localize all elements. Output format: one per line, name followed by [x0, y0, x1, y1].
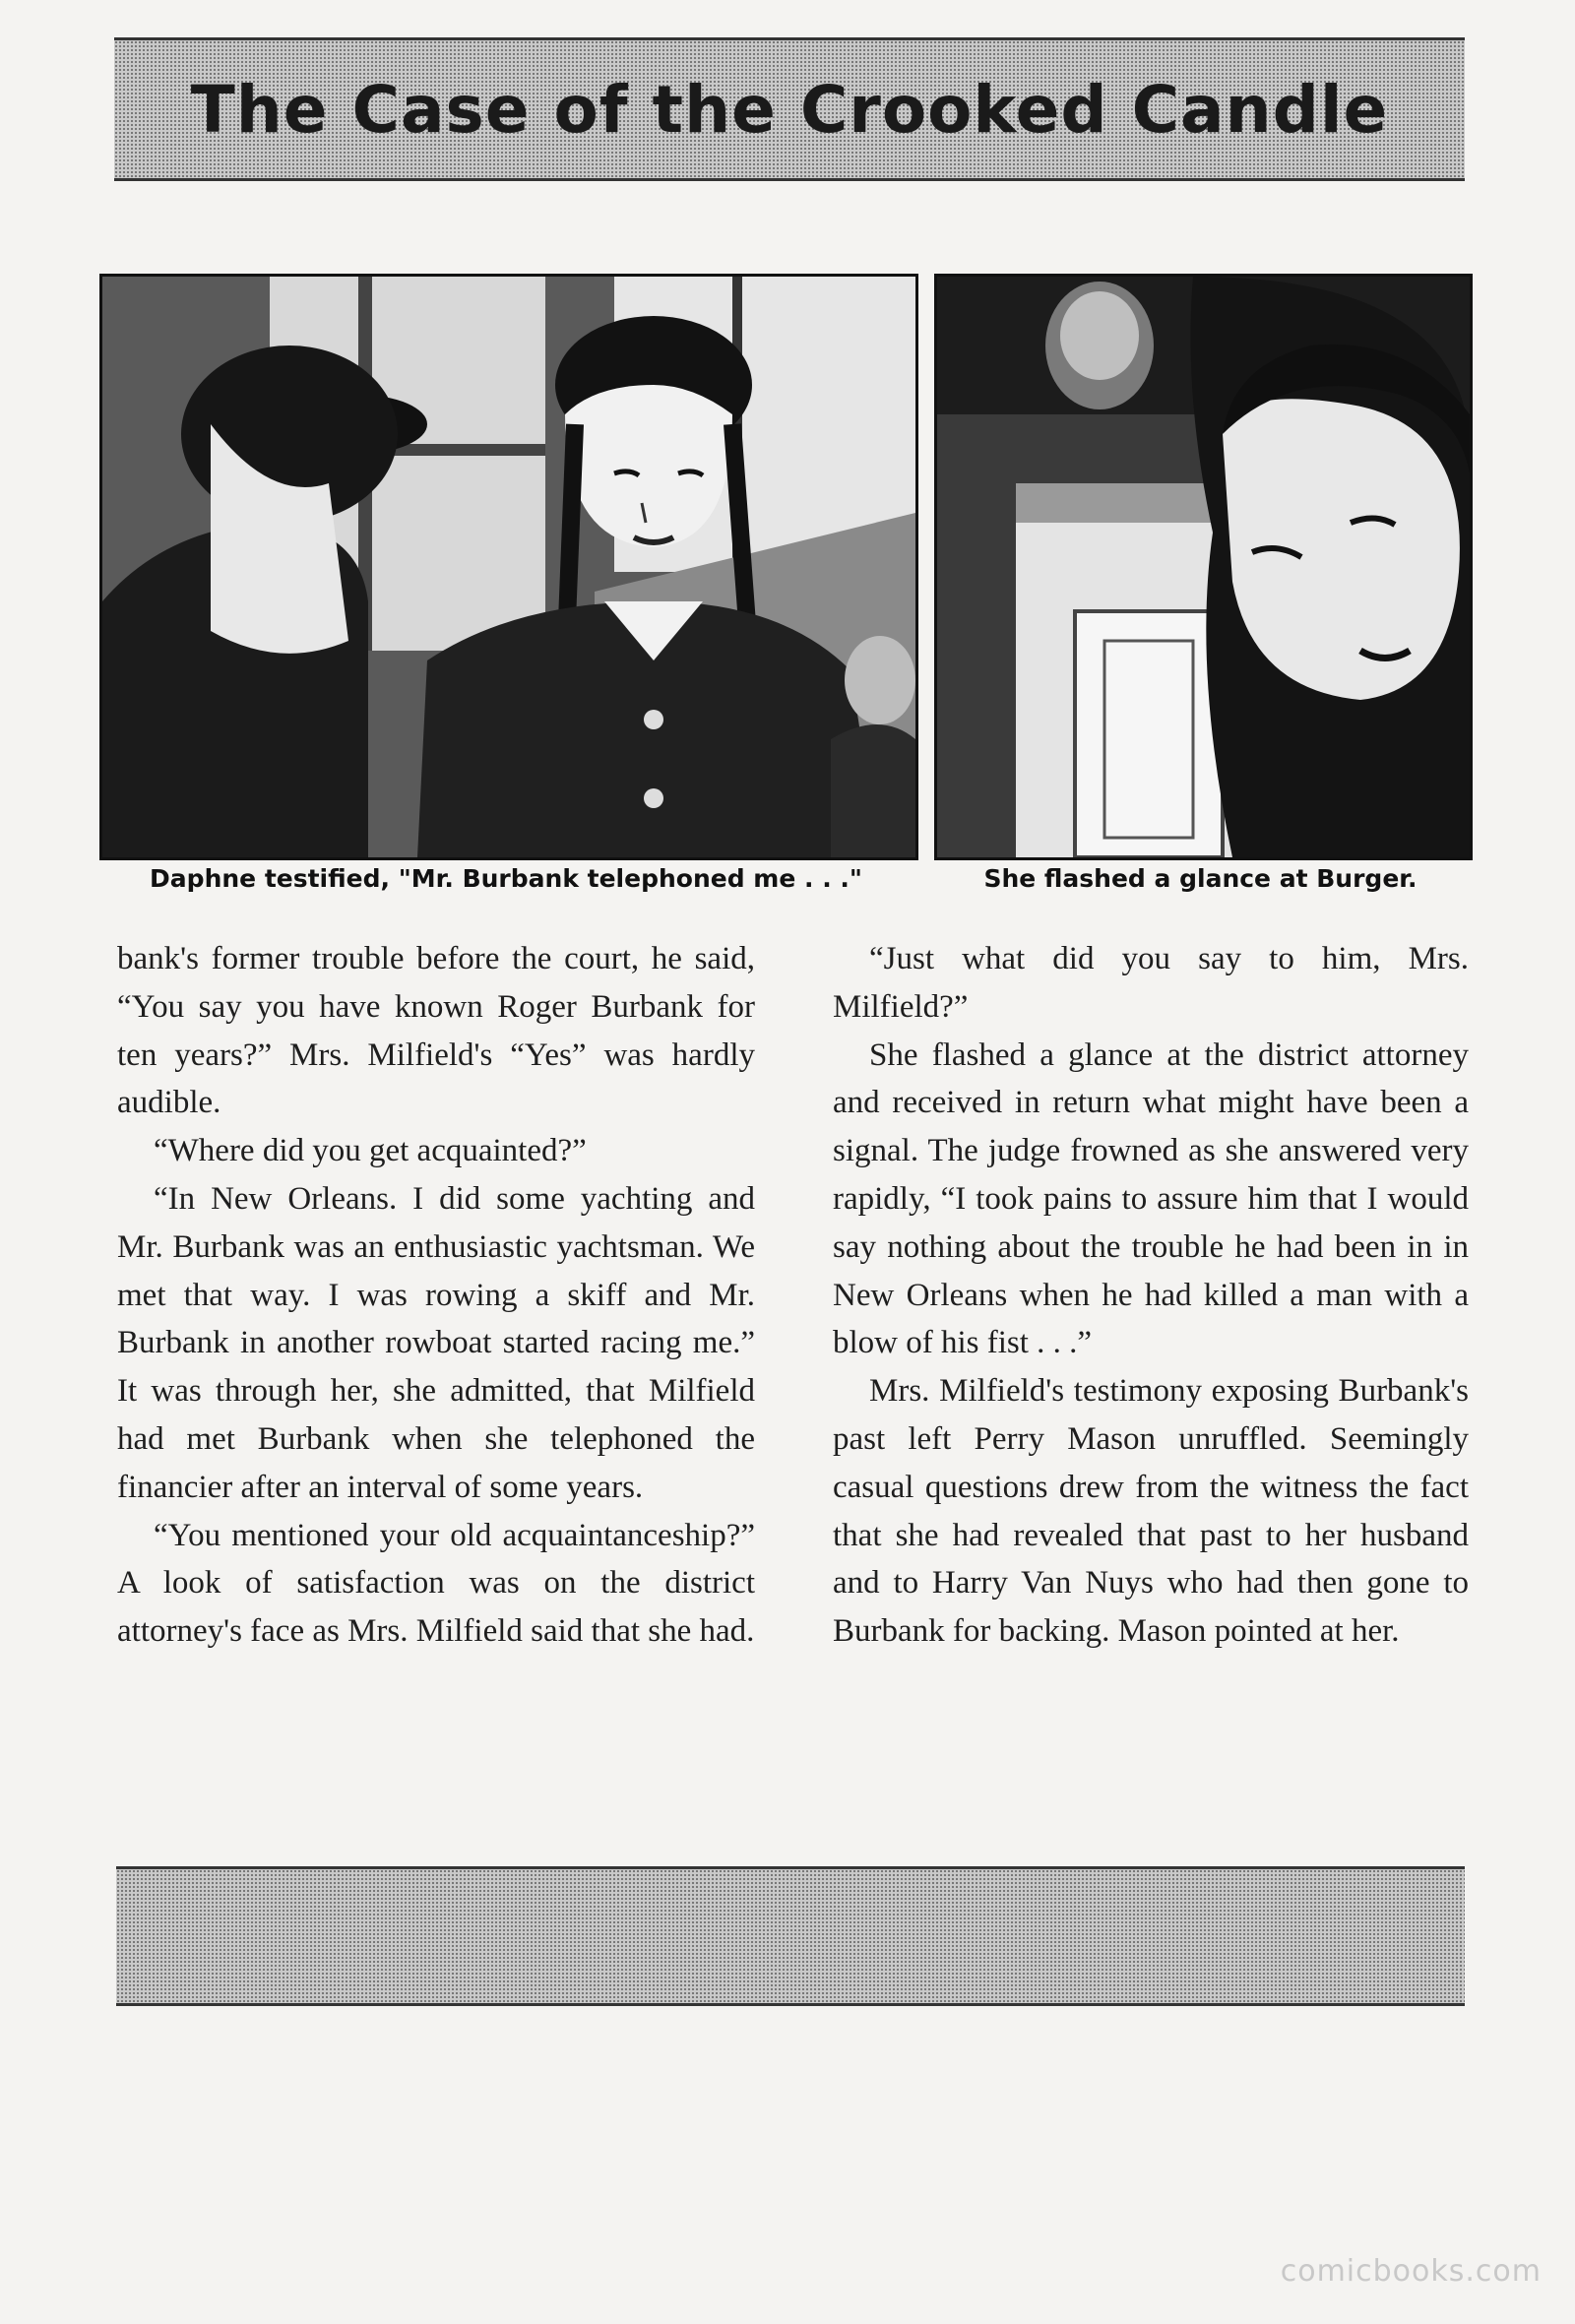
- page-title: The Case of the Crooked Candle: [190, 71, 1389, 148]
- bottom-halftone-band: [116, 1866, 1465, 2006]
- daphne-testifying-illustration: [102, 277, 915, 857]
- paragraph: bank's former trouble before the court, he said, “You say you have known Roger Burbank for ten years?” Mrs. Milfield's “Yes” was hardly audible.: [117, 941, 755, 1121]
- title-banner: [114, 37, 1465, 181]
- illustration-panel-glance: [934, 274, 1473, 860]
- glance-illustration: [937, 277, 1470, 857]
- paragraph: Mrs. Milfield's testimony exposing Burbank's past left Perry Mason unruffled. Seemingly casual questions drew from the witness the fact that she had revealed that past to her husband and to Harry Van Nuys who had then gone to Burbank for backing. Mason pointed at her.: [833, 1373, 1469, 1650]
- watermark: comicbooks.com: [1280, 2254, 1542, 2289]
- panel-caption-left: Daphne testified, "Mr. Burbank telephoned me . . .": [150, 864, 862, 893]
- panel-caption-right: She flashed a glance at Burger.: [983, 864, 1418, 893]
- illustration-panel-daphne: [99, 274, 918, 860]
- paragraph: “You mentioned your old acquaintanceship?” A look of satisfaction was on the district attorney's face as Mrs. Milfield said that she had.: [117, 1517, 755, 1650]
- text-column-left: [117, 935, 755, 1656]
- paragraph: “Where did you get acquainted?”: [154, 1133, 587, 1169]
- paragraph: She flashed a glance at the district attorney and received in return what might have been a signal. The judge frowned as she answered very rapidly, “I took pains to assure him that I would say nothing about the trouble he had been in in New Orleans when he had killed a man with a blow of his fist . . .”: [833, 1036, 1469, 1361]
- paragraph: “In New Orleans. I did some yachting and Mr. Burbank was an enthusiastic yachtsman. We met that way. I was rowing a skiff and Mr. Burbank in another rowboat started racing me.” It was through her, she admitted, that Milfield had met Burbank when she telephoned the financier after an interval of some years.: [117, 1180, 755, 1505]
- paragraph: “Just what did you say to him, Mrs. Milfield?”: [833, 941, 1469, 1025]
- text-column-right: [833, 935, 1469, 1656]
